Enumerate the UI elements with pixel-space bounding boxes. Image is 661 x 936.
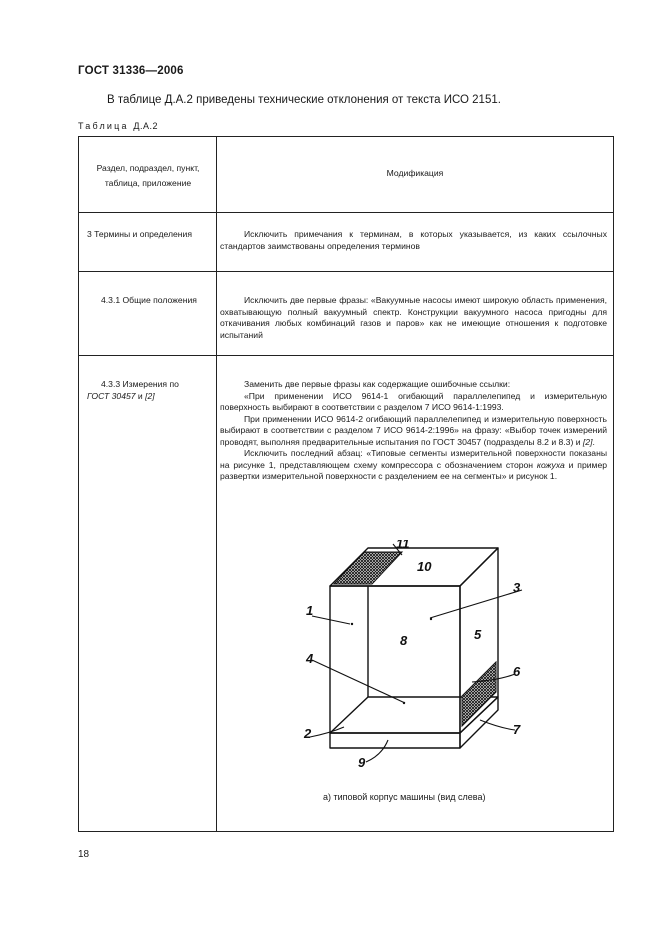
- page-number: 18: [78, 849, 90, 860]
- leader-3: [430, 590, 522, 618]
- leader-2: [310, 727, 344, 737]
- row3-section-ref: [2]: [145, 390, 155, 401]
- column-divider: [216, 137, 217, 831]
- label-3: 3: [513, 580, 521, 595]
- row3-section-line2: [87, 391, 211, 403]
- row1-modification: Исключить примечания к терминам, в которых указывается, из каких ссылочных стандартов заимствованы определения терминов: [220, 229, 607, 251]
- row3-para4-text: Исключить последний абзац: «Типовые сегменты измерительной поверхности показаны на рисунке 1, представляющем схему компрессора с обозначением сторон: [220, 448, 607, 470]
- label-9: 9: [358, 755, 366, 770]
- leader-7: [480, 720, 515, 730]
- row3-para2: «При применении ИСО 9614-1 огибающий параллелепипед и измерительную поверхность выбирают в соответствии с разделом 7 ИСО 9614-1:1993.: [220, 390, 607, 412]
- row3-para3-end: .: [592, 436, 595, 447]
- row3-para4-italic: кожуха: [536, 459, 565, 470]
- label-10: 10: [417, 559, 432, 574]
- header-col-section-line1: Раздел, подраздел, пункт,: [96, 163, 200, 173]
- row3-section-conj: и: [135, 390, 146, 401]
- header-col-section: [85, 161, 211, 191]
- document-header: ГОСТ 31336—2006: [78, 65, 184, 77]
- leader-1: [312, 616, 350, 624]
- label-5: 5: [474, 627, 482, 642]
- row3-section: [87, 379, 211, 402]
- header-row-divider: [79, 212, 613, 213]
- figure-caption: а) типовой корпус машины (вид слева): [323, 792, 486, 802]
- row2-modification: Исключить две первые фразы: «Вакуумные насосы имеют широкую область применения, охватывающую полный вакуумный спектр. Конструкции вакуумного насоса пригодны для откачивания любых комбинаций газов и паров» как не имеющие отношения к подготовке испытаний: [220, 295, 607, 340]
- row-divider: [79, 271, 613, 272]
- label-2: 2: [304, 726, 312, 741]
- row1-section: 3 Термины и определения: [87, 229, 193, 239]
- row3-modification: [220, 379, 607, 483]
- intro-paragraph: В таблице Д.А.2 приведены технические отклонения от текста ИСО 2151.: [107, 94, 501, 106]
- label-11: 11: [396, 540, 410, 551]
- machine-housing-figure: [290, 540, 540, 770]
- leader-9: [366, 740, 388, 762]
- label-6: 6: [513, 664, 521, 679]
- row-divider: [79, 355, 613, 356]
- row3-section-standard: ГОСТ 30457: [87, 390, 136, 401]
- label-8: 8: [400, 633, 408, 648]
- hatched-top-patch: [334, 552, 402, 584]
- leader-4: [312, 660, 405, 703]
- row3-para3-text: При применении ИСО 9614-2 огибающий параллелепипед и измерительную поверхность выбирают в соответствии с разделом 7 ИСО 9614-2:1996» на фразу: «Выбор точек измерений проводят, выполняя предварительные испытания по ГОСТ 30457 (подразделы 8.2 и 8.3) и: [220, 413, 607, 447]
- row3-section-line1: 4.3.3 Измерения по: [101, 379, 179, 389]
- table-caption: [78, 121, 158, 131]
- row3-para4: [220, 448, 607, 483]
- row3-para3-ref: [2]: [582, 436, 593, 447]
- row3-para1: Заменить две первые фразы как содержащие ошибочные ссылки:: [244, 379, 511, 389]
- row3-para3: [220, 414, 607, 449]
- header-col-modification: Модификация: [386, 168, 444, 178]
- row2-section: 4.3.1 Общие положения: [101, 295, 197, 305]
- table-caption-label: Таблица: [78, 121, 129, 131]
- row3-para4-text-end: и пример развертки измерительной поверхности с разделением ее на сегменты» и рисунок 1.: [220, 459, 607, 481]
- label-1: 1: [306, 603, 314, 618]
- label-4: 4: [306, 651, 314, 666]
- table-caption-number: Д.А.2: [133, 121, 159, 131]
- front-face: [330, 586, 460, 748]
- label-7: 7: [513, 722, 521, 737]
- header-col-section-line2: таблица, приложение: [104, 178, 192, 188]
